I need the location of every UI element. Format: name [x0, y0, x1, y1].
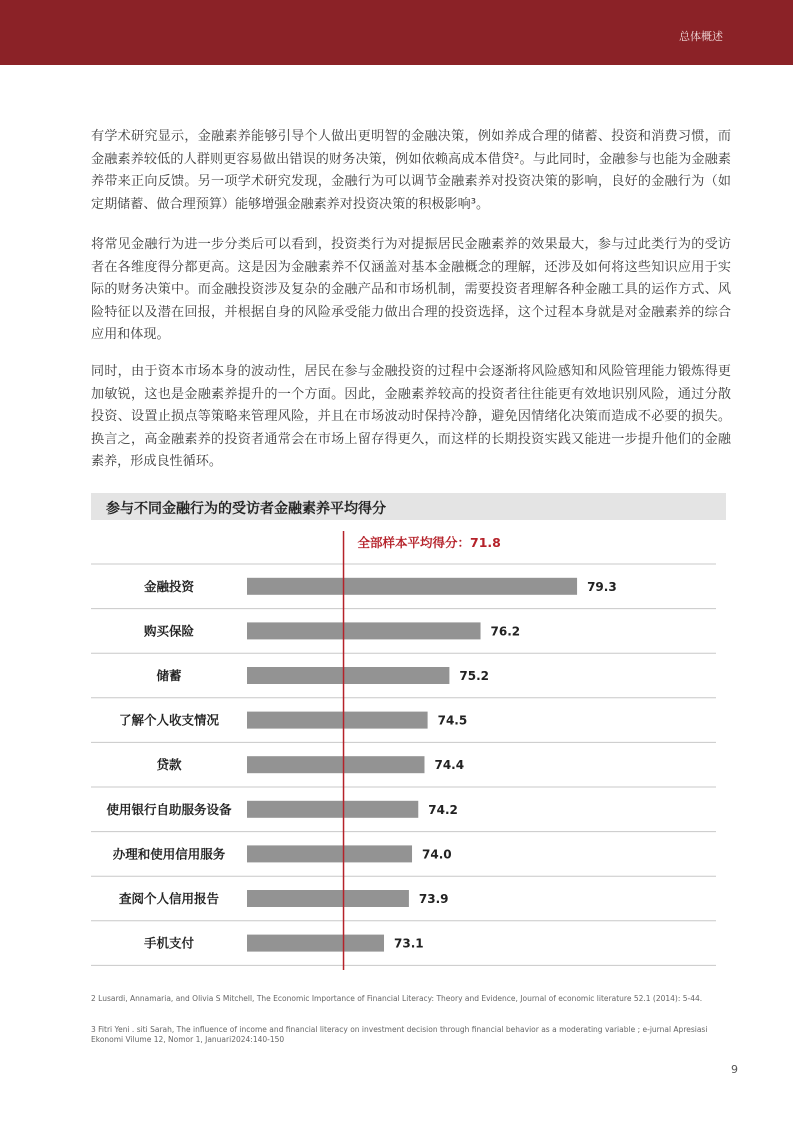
- body-paragraph-2: 将常见金融行为进一步分类后可以看到，投资类行为对提振居民金融素养的效果最大，参与过此类行为的受访者在各维度得分都更高。这是因为金融素养不仅涵盖对基本金融概念的理解，还涉及如何将这些知识应用于实际的财务决策中。而金融投资涉及复杂的金融产品和市场机制，需要投资者理解各种金融工具的运作方式、风险特征以及潜在回报，并根据自身的风险承受能力做出合理的投资选择，这个过程本身就是对金融素养的综合应用和体现。: [91, 237, 731, 342]
- category-label: 使用银行自助服务设备: [106, 801, 232, 817]
- data-label: 79.3: [587, 579, 617, 594]
- bar: [247, 712, 428, 729]
- category-label: 查阅个人信用报告: [118, 891, 220, 906]
- bar: [247, 935, 384, 952]
- bar: [247, 578, 577, 595]
- chart-title: 参与不同金融行为的受访者金融素养平均得分: [106, 501, 386, 517]
- footnote-2: 2 Lusardi, Annamaria, and Olivia S Mitchell, The Economic Importance of Financial Literacy: Theory and Evidence, Journal of economic literature 52.1 (2014): 5-44.: [91, 994, 703, 1003]
- bar: [247, 622, 481, 639]
- header-section-title: 总体概述: [679, 30, 723, 43]
- category-label: 储蓄: [156, 668, 182, 683]
- page-number: 9: [731, 1063, 738, 1076]
- data-label: 74.5: [437, 713, 468, 728]
- category-label: 办理和使用信用服务: [112, 846, 226, 862]
- bar: [247, 845, 412, 862]
- category-label: 购买保险: [143, 623, 195, 639]
- average-reference-label: 全部样本平均得分：71.8: [357, 535, 501, 550]
- bar: [247, 890, 409, 907]
- body-paragraph-1: 有学术研究显示，金融素养能够引导个人做出更明智的金融决策，例如养成合理的储蓄、投资和消费习惯，而金融素养较低的人群则更容易做出错误的财务决策，例如依赖高成本借贷²。与此同时，金融参与也能为金融素养带来正向反馈。另一项学术研究发现，金融行为可以调节金融素养对投资决策的影响，良好的金融行为（如定期储蓄、做合理预算）能够增强金融素养对投资决策的积极影响³。: [91, 129, 731, 212]
- category-label: 贷款: [156, 757, 182, 773]
- bar: [247, 756, 424, 773]
- data-label: 74.2: [428, 802, 458, 817]
- category-label: 金融投资: [143, 578, 195, 594]
- data-label: 76.2: [490, 624, 521, 639]
- data-label: 73.9: [418, 892, 449, 906]
- footnote-3: 3 Fitri Yeni . siti Sarah, The influence of income and financial literacy on investment decision through financial behavior as a moderating variable ; e-jurnal Apresiasi Ekonomi Vilume 12, Nomor 1, Januari2024:140-150: [91, 1025, 708, 1044]
- data-label: 74.4: [434, 758, 465, 773]
- data-label: 73.1: [394, 936, 424, 951]
- data-label: 74.0: [422, 847, 452, 862]
- category-label: 手机支付: [143, 935, 195, 951]
- category-label: 了解个人收支情况: [118, 712, 220, 728]
- bar: [247, 801, 418, 818]
- body-paragraph-3: 同时，由于资本市场本身的波动性，居民在参与金融投资的过程中会逐渐将风险感知和风险管理能力锻炼得更加敏锐，这也是金融素养提升的一个方面。因此，金融素养较高的投资者往往能更有效地识别风险，通过分散投资、设置止损点等策略来管理风险，并且在市场波动时保持冷静，避免因情绪化决策而造成不必要的损失。换言之，高金融素养的投资者通常会在市场上留存得更久，而这样的长期投资实践又能进一步提升他们的金融素养，形成良性循环。: [91, 364, 731, 469]
- bar: [247, 667, 449, 684]
- data-label: 75.2: [459, 669, 490, 683]
